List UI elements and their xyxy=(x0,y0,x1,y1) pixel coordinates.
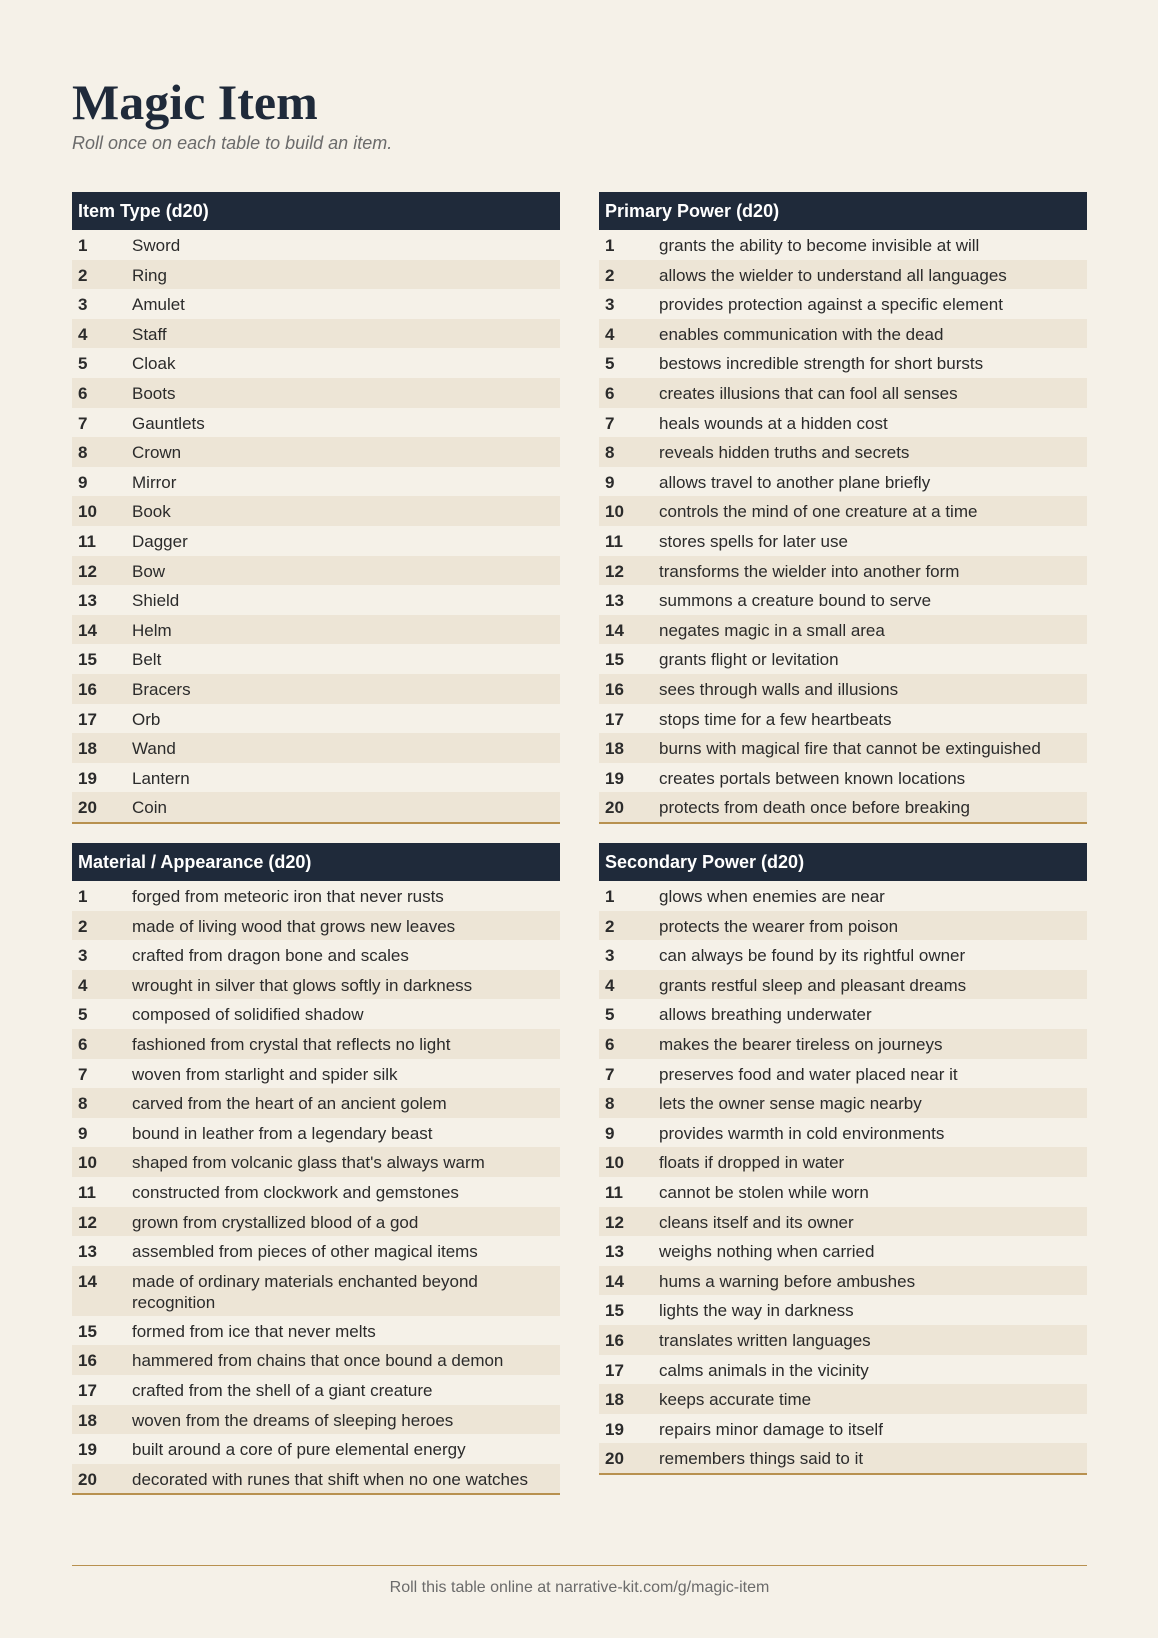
table-row xyxy=(72,378,560,408)
result-text: sees through walls and illusions xyxy=(659,679,899,699)
table-row xyxy=(599,1207,1087,1237)
roll-number: 16 xyxy=(605,679,624,699)
roll-number: 17 xyxy=(605,1360,624,1380)
result-text: provides protection against a specific element xyxy=(659,295,1003,315)
table-row xyxy=(72,437,560,467)
table-row xyxy=(599,881,1087,911)
result-text: Cloak xyxy=(132,354,176,374)
result-text: Amulet xyxy=(132,295,185,315)
result-text: composed of solidified shadow xyxy=(132,1005,364,1025)
result-text: woven from starlight and spider silk xyxy=(132,1064,398,1084)
roll-number: 19 xyxy=(605,1419,624,1439)
roll-number: 3 xyxy=(78,946,88,966)
table-row xyxy=(72,1266,560,1316)
table-row xyxy=(599,585,1087,615)
page-subtitle: Roll once on each table to build an item. xyxy=(72,133,393,153)
table-row xyxy=(72,1177,560,1207)
table-row xyxy=(599,556,1087,586)
result-text: constructed from clockwork and gemstones xyxy=(132,1182,459,1202)
result-text: lets the owner sense magic nearby xyxy=(659,1094,922,1114)
table-row xyxy=(72,644,560,674)
roll-number: 20 xyxy=(605,798,624,818)
result-text: protects from death once before breaking xyxy=(659,798,970,818)
result-text: Crown xyxy=(132,443,182,463)
result-text: Belt xyxy=(132,650,162,670)
result-text: provides warmth in cold environments xyxy=(659,1123,945,1143)
result-text: Gauntlets xyxy=(132,413,205,433)
table-row xyxy=(72,1405,560,1435)
secondary-power-table xyxy=(599,843,1087,1475)
roll-number: 10 xyxy=(78,1153,97,1173)
table-row xyxy=(599,1325,1087,1355)
roll-number: 1 xyxy=(605,236,615,255)
roll-number: 17 xyxy=(78,1380,97,1400)
roll-number: 14 xyxy=(605,620,624,640)
table-row xyxy=(599,1443,1087,1473)
table-row xyxy=(72,881,560,911)
result-text: preserves food and water placed near it xyxy=(659,1064,958,1084)
roll-number: 9 xyxy=(605,472,615,492)
roll-number: 5 xyxy=(605,354,615,374)
roll-number: 7 xyxy=(605,1064,615,1084)
table-row xyxy=(72,1029,560,1059)
item-type-table xyxy=(72,192,560,824)
table-row xyxy=(599,1059,1087,1089)
result-text: allows the wielder to understand all languages xyxy=(659,265,1007,285)
result-text: stops time for a few heartbeats xyxy=(659,709,892,729)
roll-number: 16 xyxy=(605,1330,624,1350)
result-text: Shield xyxy=(132,591,180,611)
result-text: makes the bearer tireless on journeys xyxy=(659,1034,943,1054)
roll-number: 8 xyxy=(78,1094,88,1114)
result-text: made of ordinary materials enchanted beyond recognition xyxy=(132,1271,478,1312)
result-text: glows when enemies are near xyxy=(659,887,885,906)
roll-number: 3 xyxy=(78,295,88,315)
roll-number: 18 xyxy=(78,1410,97,1430)
roll-number: 10 xyxy=(605,502,624,522)
result-text: grants restful sleep and pleasant dreams xyxy=(659,975,967,995)
roll-number: 6 xyxy=(605,383,615,403)
table-row xyxy=(72,704,560,734)
result-text: protects the wearer from poison xyxy=(659,916,899,936)
table-row xyxy=(599,437,1087,467)
roll-number: 11 xyxy=(605,531,623,551)
roll-number: 13 xyxy=(605,1242,624,1262)
result-text: Ring xyxy=(132,265,167,285)
roll-number: 3 xyxy=(605,295,615,315)
table-row xyxy=(72,1147,560,1177)
table-row xyxy=(599,940,1087,970)
roll-number: 14 xyxy=(605,1271,624,1291)
result-text: carved from the heart of an ancient golem xyxy=(132,1094,447,1114)
roll-number: 18 xyxy=(605,739,624,759)
result-text: transforms the wielder into another form xyxy=(659,561,960,581)
table-row xyxy=(599,496,1087,526)
roll-number: 11 xyxy=(605,1182,623,1202)
roll-number: 15 xyxy=(605,650,624,670)
result-text: Boots xyxy=(132,383,176,403)
table-row xyxy=(72,1316,560,1346)
result-text: Coin xyxy=(132,798,167,818)
roll-number: 18 xyxy=(605,1390,624,1410)
result-text: remembers things said to it xyxy=(659,1449,864,1469)
roll-number: 7 xyxy=(78,1064,88,1084)
result-text: allows travel to another plane briefly xyxy=(659,472,931,492)
result-text: stores spells for later use xyxy=(659,531,848,551)
roll-number: 6 xyxy=(78,1034,88,1054)
table-row xyxy=(599,348,1087,378)
table-row xyxy=(72,940,560,970)
roll-number: 4 xyxy=(78,975,88,995)
result-text: floats if dropped in water xyxy=(659,1153,845,1173)
result-text: negates magic in a small area xyxy=(659,620,885,640)
table-row xyxy=(599,1177,1087,1207)
table-row xyxy=(599,733,1087,763)
table-row xyxy=(599,1147,1087,1177)
roll-number: 7 xyxy=(78,413,88,433)
table-row xyxy=(72,1118,560,1148)
table-row xyxy=(599,644,1087,674)
roll-number: 13 xyxy=(78,1242,97,1262)
roll-number: 20 xyxy=(605,1449,624,1469)
result-text: assembled from pieces of other magical items xyxy=(132,1242,478,1262)
result-text: shaped from volcanic glass that's always warm xyxy=(132,1153,485,1173)
table-row xyxy=(599,319,1087,349)
result-text: Orb xyxy=(132,709,161,729)
roll-number: 14 xyxy=(78,620,97,640)
roll-number: 16 xyxy=(78,1351,97,1371)
result-text: Staff xyxy=(132,324,167,344)
roll-number: 9 xyxy=(605,1123,615,1143)
result-text: Mirror xyxy=(132,472,177,492)
result-text: fashioned from crystal that reflects no light xyxy=(132,1034,451,1054)
roll-number: 8 xyxy=(605,443,615,463)
table-row xyxy=(599,1414,1087,1444)
result-text: cleans itself and its owner xyxy=(659,1212,854,1232)
footer-divider xyxy=(72,1565,1087,1566)
result-text: creates illusions that can fool all senses xyxy=(659,383,958,403)
roll-number: 9 xyxy=(78,472,88,492)
table-row xyxy=(72,1464,560,1494)
table-row xyxy=(72,556,560,586)
result-text: Lantern xyxy=(132,768,190,788)
table-row xyxy=(72,970,560,1000)
roll-number: 8 xyxy=(605,1094,615,1114)
roll-number: 12 xyxy=(605,561,624,581)
result-text: grown from crystallized blood of a god xyxy=(132,1212,419,1232)
table-row xyxy=(72,1059,560,1089)
roll-number: 15 xyxy=(605,1301,624,1321)
result-text: Dagger xyxy=(132,531,188,551)
roll-number: 12 xyxy=(78,1212,97,1232)
result-text: grants the ability to become invisible at will xyxy=(659,236,980,255)
result-text: repairs minor damage to itself xyxy=(659,1419,883,1439)
roll-number: 5 xyxy=(78,354,88,374)
roll-number: 1 xyxy=(605,887,615,906)
result-text: Bow xyxy=(132,561,166,581)
table-row xyxy=(599,704,1087,734)
table-row xyxy=(72,615,560,645)
primary-power-table xyxy=(599,192,1087,824)
table-row xyxy=(599,792,1087,822)
table-row xyxy=(72,348,560,378)
table-row xyxy=(599,1295,1087,1325)
table-row xyxy=(599,1088,1087,1118)
result-text: enables communication with the dead xyxy=(659,324,944,344)
table-row xyxy=(599,911,1087,941)
table-row xyxy=(72,999,560,1029)
result-text: lights the way in darkness xyxy=(659,1301,854,1321)
roll-number: 6 xyxy=(78,383,88,403)
result-text: can always be found by its rightful owner xyxy=(659,946,966,966)
table-row xyxy=(72,230,560,260)
roll-number: 16 xyxy=(78,679,97,699)
table-row xyxy=(72,526,560,556)
table-row xyxy=(72,792,560,822)
table-header: Primary Power (d20) xyxy=(599,192,1087,230)
result-text: calms animals in the vicinity xyxy=(659,1360,869,1380)
table-row xyxy=(72,1236,560,1266)
roll-number: 4 xyxy=(605,975,615,995)
roll-number: 11 xyxy=(78,1182,96,1202)
roll-number: 10 xyxy=(605,1153,624,1173)
table-row xyxy=(599,260,1087,290)
result-text: hammered from chains that once bound a demon xyxy=(132,1351,504,1371)
table-row xyxy=(72,1345,560,1375)
result-text: grants flight or levitation xyxy=(659,650,839,670)
roll-number: 12 xyxy=(78,561,97,581)
roll-number: 9 xyxy=(78,1123,88,1143)
roll-number: 10 xyxy=(78,502,97,522)
result-text: crafted from the shell of a giant creature xyxy=(132,1380,433,1400)
result-text: Book xyxy=(132,502,171,522)
roll-number: 2 xyxy=(605,265,615,285)
roll-number: 4 xyxy=(605,324,615,344)
table-row xyxy=(599,467,1087,497)
result-text: Helm xyxy=(132,620,172,640)
table-header: Item Type (d20) xyxy=(72,192,560,230)
roll-number: 17 xyxy=(605,709,624,729)
table-row xyxy=(72,467,560,497)
result-text: decorated with runes that shift when no one watches xyxy=(132,1469,528,1489)
table-row xyxy=(599,615,1087,645)
result-text: forged from meteoric iron that never rusts xyxy=(132,887,444,906)
result-text: burns with magical fire that cannot be extinguished xyxy=(659,739,1041,759)
result-text: crafted from dragon bone and scales xyxy=(132,946,409,966)
roll-number: 6 xyxy=(605,1034,615,1054)
result-text: summons a creature bound to serve xyxy=(659,591,932,611)
table-row xyxy=(72,585,560,615)
roll-number: 12 xyxy=(605,1212,624,1232)
roll-number: 4 xyxy=(78,324,88,344)
roll-number: 15 xyxy=(78,650,97,670)
result-text: built around a core of pure elemental energy xyxy=(132,1440,466,1460)
result-text: keeps accurate time xyxy=(659,1390,812,1410)
roll-number: 5 xyxy=(605,1005,615,1025)
result-text: reveals hidden truths and secrets xyxy=(659,443,910,463)
table-row xyxy=(72,1088,560,1118)
result-text: bound in leather from a legendary beast xyxy=(132,1123,433,1143)
roll-number: 19 xyxy=(78,768,97,788)
roll-number: 19 xyxy=(78,1440,97,1460)
result-text: Bracers xyxy=(132,679,191,699)
table-row xyxy=(72,260,560,290)
table-row xyxy=(72,763,560,793)
page-title: Magic Item xyxy=(72,74,318,130)
roll-number: 18 xyxy=(78,739,97,759)
table-row xyxy=(72,496,560,526)
roll-number: 15 xyxy=(78,1321,97,1341)
roll-number: 5 xyxy=(78,1005,88,1025)
result-text: formed from ice that never melts xyxy=(132,1321,376,1341)
result-text: creates portals between known locations xyxy=(659,768,966,788)
table-row xyxy=(72,408,560,438)
table-row xyxy=(599,289,1087,319)
result-text: controls the mind of one creature at a time xyxy=(659,502,978,522)
result-text: heals wounds at a hidden cost xyxy=(659,413,888,433)
result-text: Sword xyxy=(132,236,181,255)
roll-number: 14 xyxy=(78,1271,97,1291)
result-text: made of living wood that grows new leaves xyxy=(132,916,456,936)
table-row xyxy=(599,1355,1087,1385)
roll-number: 2 xyxy=(605,916,615,936)
result-text: Wand xyxy=(132,739,176,759)
result-text: wrought in silver that glows softly in darkness xyxy=(132,975,473,995)
table-row xyxy=(599,763,1087,793)
roll-number: 13 xyxy=(605,591,624,611)
table-row xyxy=(72,319,560,349)
roll-number: 2 xyxy=(78,265,88,285)
roll-number: 1 xyxy=(78,236,88,255)
roll-number: 1 xyxy=(78,887,88,906)
table-row xyxy=(599,1384,1087,1414)
table-row xyxy=(72,1207,560,1237)
table-header: Secondary Power (d20) xyxy=(599,843,1087,881)
table-row xyxy=(599,526,1087,556)
result-text: weighs nothing when carried xyxy=(659,1242,875,1262)
result-text: allows breathing underwater xyxy=(659,1005,872,1025)
table-row xyxy=(599,408,1087,438)
table-row xyxy=(72,289,560,319)
table-row xyxy=(599,970,1087,1000)
roll-number: 11 xyxy=(78,531,96,551)
roll-number: 17 xyxy=(78,709,97,729)
table-header: Material / Appearance (d20) xyxy=(72,843,560,881)
result-text: hums a warning before ambushes xyxy=(659,1271,916,1291)
table-row xyxy=(599,1266,1087,1296)
table-row xyxy=(72,911,560,941)
table-row xyxy=(599,1029,1087,1059)
table-row xyxy=(72,733,560,763)
roll-number: 8 xyxy=(78,443,88,463)
roll-number: 20 xyxy=(78,798,97,818)
roll-number: 13 xyxy=(78,591,97,611)
result-text: cannot be stolen while worn xyxy=(659,1182,869,1202)
table-row xyxy=(599,1118,1087,1148)
roll-number: 20 xyxy=(78,1469,97,1489)
table-row xyxy=(599,378,1087,408)
table-row xyxy=(72,1434,560,1464)
result-text: translates written languages xyxy=(659,1330,871,1350)
result-text: bestows incredible strength for short bursts xyxy=(659,354,984,374)
roll-number: 3 xyxy=(605,946,615,966)
roll-number: 19 xyxy=(605,768,624,788)
footer-text: Roll this table online at narrative-kit.com/g/magic-item xyxy=(389,1579,770,1596)
table-row xyxy=(599,230,1087,260)
table-row xyxy=(599,1236,1087,1266)
table-row xyxy=(599,999,1087,1029)
table-row xyxy=(599,674,1087,704)
roll-number: 7 xyxy=(605,413,615,433)
roll-number: 2 xyxy=(78,916,88,936)
result-text: woven from the dreams of sleeping heroes xyxy=(132,1410,454,1430)
material-appearance-table xyxy=(72,843,560,1495)
table-row xyxy=(72,1375,560,1405)
table-row xyxy=(72,674,560,704)
